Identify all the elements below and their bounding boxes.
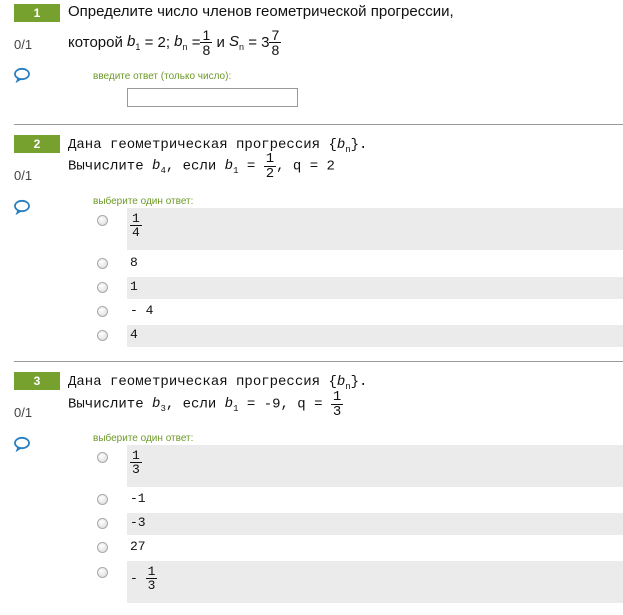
bn-fraction [200,28,212,57]
answer-option[interactable] [127,325,623,347]
answer-option[interactable] [127,489,623,511]
text-prefix: которой [68,34,123,51]
text-prefix: Вычислите [68,396,144,413]
question-number-badge: 2 [14,135,60,153]
and-word: и [216,34,225,51]
fraction-sign: - [130,571,138,586]
fraction-denominator: 8 [202,42,211,58]
answer-option[interactable] [127,301,623,323]
target-subscript: 3 [160,403,166,414]
option-text: -3 [130,515,146,530]
given-fraction [331,390,343,419]
text-suffix: }. [350,374,368,390]
radio-button[interactable] [97,567,108,578]
radio-button[interactable] [97,306,108,317]
bn-subscript: n [345,144,351,155]
b1-value: = 2; [144,34,170,51]
question-text-line2 [68,152,335,181]
sn-equals: = 3 [248,34,270,51]
fraction-denominator: 8 [271,42,280,58]
answer-option[interactable] [127,445,623,487]
fraction-denominator: 3 [147,578,156,593]
fraction-numerator: 1 [332,389,342,405]
fraction-numerator: 1 [132,211,140,226]
target-b-symbol: b [152,395,161,412]
answer-option[interactable] [127,253,623,275]
option-text: 8 [130,255,138,270]
fraction-denominator: 3 [132,462,140,477]
b1-subscript: 1 [135,42,141,52]
text-prefix: Вычислите [68,158,144,175]
answer-option[interactable] [127,513,623,535]
option-fraction [130,449,142,476]
bn-symbol: b [336,137,346,153]
question-divider [14,361,623,362]
question-score: 0/1 [14,168,33,183]
question-text-line2 [68,390,343,419]
fraction-denominator: 4 [132,225,140,240]
answer-option[interactable] [127,537,623,559]
answer-hint: введите ответ (только число): [93,71,232,82]
radio-button[interactable] [97,282,108,293]
question-number-badge: 1 [14,4,60,22]
radio-button[interactable] [97,330,108,341]
option-text: 4 [130,327,138,342]
question-divider [14,124,623,125]
sn-symbol: S [229,33,240,50]
radio-button[interactable] [97,215,108,226]
bn-symbol: b [336,374,346,390]
fraction [146,565,158,592]
question-text-line2 [68,28,281,57]
fraction-numerator: 1 [147,564,156,579]
answer-option[interactable] [127,208,623,250]
text-prefix: Дана геометрическая прогрессия { [68,137,337,153]
fraction-numerator: 1 [265,151,275,167]
given-subscript: 1 [233,165,239,176]
sn-subscript: n [239,42,245,52]
bn-subscript: n [182,42,188,52]
radio-button[interactable] [97,494,108,505]
question-score: 0/1 [14,405,33,420]
option-text: 1 [130,279,138,294]
sn-fraction [269,28,281,57]
given-fraction [264,152,276,181]
fraction-numerator: 1 [132,448,140,463]
answer-option[interactable] [127,277,623,299]
target-subscript: 4 [160,165,166,176]
given-subscript: 1 [233,403,239,414]
bn-symbol: b [174,33,183,50]
answer-hint: выберите один ответ: [93,433,194,444]
speech-bubble-icon[interactable] [13,436,31,452]
fraction-numerator: 1 [202,27,211,43]
option-text: 27 [130,539,146,554]
q-value: , q = 2 [276,158,335,175]
b1-symbol: b [127,33,136,50]
fraction-denominator: 2 [265,166,275,182]
radio-button[interactable] [97,258,108,269]
question-number-badge: 3 [14,372,60,390]
question-text-line1: Определите число членов геометрической прогрессии, [68,3,454,20]
radio-button[interactable] [97,518,108,529]
if-word: , если [165,158,217,175]
text-prefix: Дана геометрическая прогрессия { [68,374,337,390]
fraction-numerator: 7 [271,27,280,43]
answer-input[interactable] [127,88,298,107]
answer-hint: выберите один ответ: [93,196,194,207]
option-text: -1 [130,491,146,506]
text-suffix: }. [350,137,368,153]
speech-bubble-icon[interactable] [13,67,31,83]
given-b-symbol: b [224,395,234,412]
bn-equals: = [191,34,201,51]
option-fraction [130,212,142,239]
radio-button[interactable] [97,542,108,553]
if-word: , если [165,396,217,413]
question-score: 0/1 [14,37,33,52]
option-text: - 4 [130,303,154,318]
target-b-symbol: b [152,157,161,174]
given-equals: = -9, q = [246,396,323,413]
radio-button[interactable] [97,452,108,463]
bn-subscript: n [345,381,351,392]
answer-option[interactable] [127,561,623,603]
speech-bubble-icon[interactable] [13,199,31,215]
given-b-symbol: b [224,157,234,174]
fraction-denominator: 3 [332,404,342,420]
given-equals: = [246,158,256,175]
option-fraction [130,565,157,592]
